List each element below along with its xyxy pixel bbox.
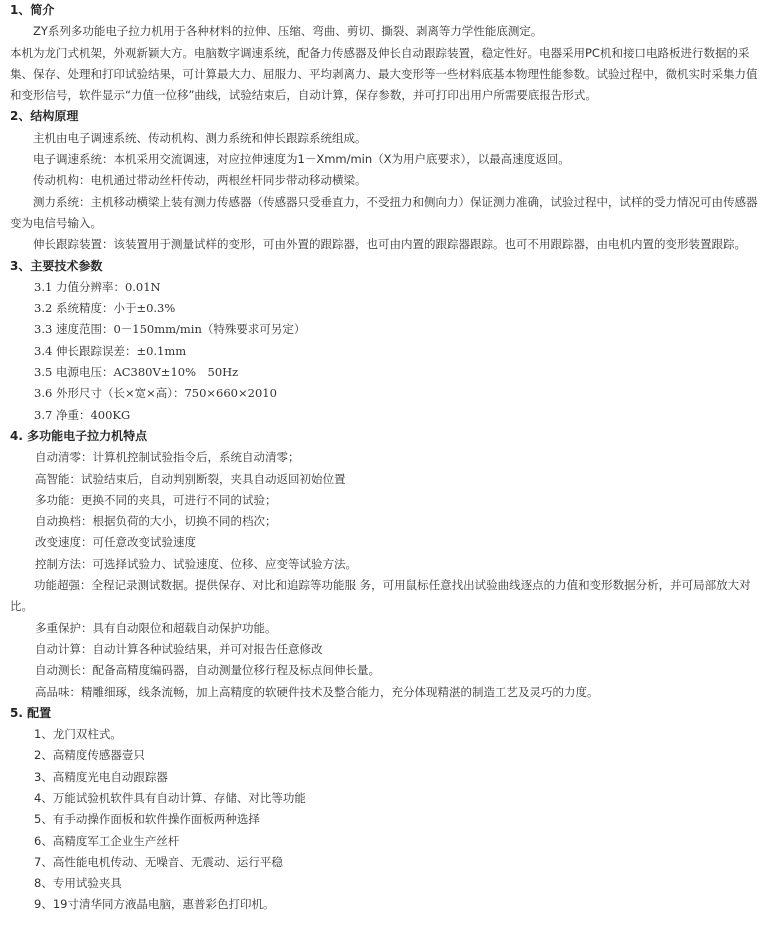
feature-item: 自动测长：配备高精度编码器，自动测量位移行程及标点间伸长量。 — [35, 663, 380, 678]
structure-paragraph-1: 主机由电子调速系统、传动机构、测力系统和伸长跟踪系统组成。 — [33, 130, 367, 145]
config-item: 6、高精度军工企业生产丝杆 — [34, 833, 180, 848]
spec-item: 3.3 速度范围：0－150mm/min（特殊要求可另定） — [34, 322, 306, 337]
section-4-title: 4. 多功能电子拉力机特点 — [10, 428, 148, 443]
config-item: 4、万能试验机软件具有自动计算、存储、对比等功能 — [34, 790, 306, 805]
spec-item: 3.7 净重：400KG — [34, 407, 131, 422]
feature-item: 高品味：精雕细琢，线条流畅，加上高精度的软硬件技术及整合能力，充分体现精湛的制造工艺及灵巧的力度。 — [35, 684, 599, 699]
spec-item: 3.4 伸长跟踪误差：±0.1mm — [34, 343, 187, 358]
config-item: 7、高性能电机传动、无噪音、无震动、运行平稳 — [34, 854, 283, 869]
section-3-title: 3、主要技术参数 — [10, 258, 103, 273]
config-list — [10, 724, 764, 916]
spec-item: 3.1 力值分辨率：0.01N — [34, 279, 161, 294]
config-item: 9、19寸清华同方液晶电脑，惠普彩色打印机。 — [34, 897, 275, 912]
structure-paragraph-3: 传动机构：电机通过带动丝杆传动，两根丝杆同步带动移动横梁。 — [33, 173, 367, 188]
spec-item: 3.6 外形尺寸（长×宽×高）：750×660×2010 — [34, 386, 277, 401]
feature-item: 控制方法：可选择试验力、试验速度、位移、应变等试验方法。 — [35, 556, 357, 571]
feature-item: 高智能：试验结束后，自动判别断裂，夹具自动返回初始位置 — [35, 471, 346, 486]
section-1-title: 1、简介 — [10, 3, 55, 17]
feature-list — [10, 447, 764, 703]
feature-item: 功能超强：全程记录测试数据。提供保存、对比和追踪等功能服 务，可用鼠标任意找出试验曲线逐点的力值和变形数据分析，并可局部放大对比。 — [10, 578, 751, 614]
structure-paragraph-2: 电子调速系统：本机采用交流调速，对应拉伸速度为1－Xmm/min（X为用户底要求），以最高速度返回。 — [33, 152, 570, 167]
feature-item: 自动换档：根据负荷的大小，切换不同的档次； — [35, 514, 277, 529]
spec-item: 3.2 系统精度：小于±0.3% — [34, 301, 176, 316]
feature-item: 改变速度：可任意改变试验速度 — [35, 535, 196, 550]
spec-item: 3.5 电源电压：AC380V±10% 50Hz — [34, 365, 239, 380]
structure-paragraph-5: 伸长跟踪装置：该装置用于测量试样的变形，可由外置的跟踪器，也可由内置的跟踪器跟踪。也可不用跟踪器，由电机内置的变形装置跟踪。 — [33, 237, 746, 252]
config-item: 3、高精度光电自动跟踪器 — [34, 769, 168, 784]
feature-item: 多重保护：具有自动限位和超载自动保护功能。 — [35, 620, 277, 635]
structure-paragraph-4: 测力系统：主机移动横梁上装有测力传感器（传感器只受垂直力，不受扭力和侧向力）保证测力准确，试验过程中，试样的受力情况可由传感器变为电信号输入。 — [10, 194, 758, 230]
config-item: 8、专用试验夹具 — [34, 876, 122, 891]
config-item: 1、龙门双柱式。 — [34, 727, 122, 742]
feature-item: 自动计算：自动计算各种试验结果，并可对报告任意修改 — [35, 641, 323, 656]
intro-paragraph-1: ZY系列多功能电子拉力机用于各种材料的拉伸、压缩、弯曲、剪切、撕裂、剥离等力学性能底测定。 — [33, 24, 543, 39]
feature-item: 多功能：更换不同的夹具，可进行不同的试验； — [35, 492, 277, 507]
feature-item: 自动清零：计算机控制试验指令后，系统自动清零； — [35, 450, 300, 465]
section-5-title: 5. 配置 — [10, 705, 52, 720]
section-2-title: 2、结构原理 — [10, 109, 79, 124]
intro-paragraph-2: 本机为龙门式机架，外观新颖大方。电脑数字调速系统，配备力传感器及伸长自动跟踪装置，稳定性好。电器采用PC机和接口电路板进行数据的采集、保存、处理和打印试验结果，可计算最大力、屈服力、平均剥离力、最大变形等一些材料底基本物理性能参数。试验过程中，微机实时采集力值和变形信号，软件显示“力值一位移”曲线，试验结束后，自动计算，保存参数，并可打印出用户所需要底报告形式。 — [10, 45, 758, 103]
spec-list — [10, 277, 764, 426]
config-item: 2、高精度传感器壹只 — [34, 748, 145, 763]
config-item: 5、有手动操作面板和软件操作面板两种选择 — [34, 812, 260, 827]
